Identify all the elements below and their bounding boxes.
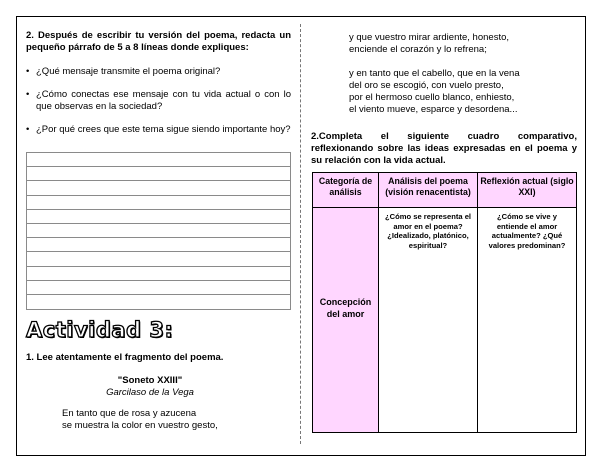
writing-line[interactable] [27,210,290,224]
verse-line: el viento mueve, esparce y desordena... [349,104,518,115]
row-category: Concepción del amor [313,208,379,433]
verse-line: enciende el corazón y lo refrena; [349,44,487,55]
bullet-icon: • [26,124,30,135]
writing-line[interactable] [27,196,290,210]
verse-line: En tanto que de rosa y azucena [62,408,197,419]
verse-fragment-start [62,408,218,432]
verse-stanza-1 [349,32,509,56]
bullet-icon: • [26,66,30,77]
writing-line[interactable] [27,295,290,309]
verse-line: y en tanto que el cabello, que en la vena [349,68,520,79]
table-header-row [313,173,577,208]
current-reflection-answer-cell[interactable]: ¿Cómo se vive y entiende el amor actualmente? ¿Qué valores predominan? [478,208,577,433]
bullet-icon: • [26,89,30,100]
question-2-heading: 2. Después de escribir tu versión del poema, redacta un pequeño párrafo de 5 a 8 líneas donde expliques: [26,30,291,53]
verse-line: se muestra la color en vuestro gesto, [62,420,218,431]
question-1: 1. Lee atentamente el fragmento del poema. [26,352,224,363]
verse-line: del oro se escogió, con vuelo presto, [349,80,504,91]
writing-line[interactable] [27,153,290,167]
table-row [313,208,577,433]
writing-line[interactable] [27,281,290,295]
verse-line: por el hermoso cuello blanco, enhiesto, [349,92,515,103]
writing-line[interactable] [27,238,290,252]
header-poem-analysis: Análisis del poema (visión renacentista) [379,173,478,208]
bullet-text: ¿Cómo conectas ese mensaje con tu vida actual o con lo que observas en la sociedad? [36,89,291,112]
verse-stanza-2 [349,68,520,116]
column-divider [300,24,301,444]
bullet-text: ¿Qué mensaje transmite el poema original? [36,66,221,77]
header-current-reflection: Reflexión actual (siglo XXI) [478,173,577,208]
poem-analysis-answer-cell[interactable]: ¿Cómo se representa el amor en el poema? ¿Idealizado, platónico, espiritual? [379,208,478,433]
left-column [26,30,291,147]
writing-line[interactable] [27,252,290,266]
sonnet-author: Garcilaso de la Vega [106,387,194,398]
writing-line[interactable] [27,267,290,281]
bullet-text: ¿Por qué crees que este tema sigue siendo importante hoy? [36,124,291,135]
guide-bullet [26,66,291,78]
guide-bullet [26,124,291,136]
comparison-table [312,172,577,433]
question-2-comparative: 2.Completa el siguiente cuadro comparativo, reflexionando sobre las ideas expresadas en el poema y su relación con la vida actual. [311,131,577,166]
writing-line[interactable] [27,167,290,181]
guide-bullets [26,66,291,136]
verse-line: y que vuestro mirar ardiente, honesto, [349,32,510,43]
writing-line[interactable] [27,181,290,195]
writing-lines-area[interactable] [26,152,291,310]
activity-title: Actividad 3: [26,318,174,342]
writing-line[interactable] [27,224,290,238]
header-category: Categoría de análisis [313,173,379,208]
sonnet-title: "Soneto XXIII" [117,375,183,386]
guide-bullet [26,89,291,113]
